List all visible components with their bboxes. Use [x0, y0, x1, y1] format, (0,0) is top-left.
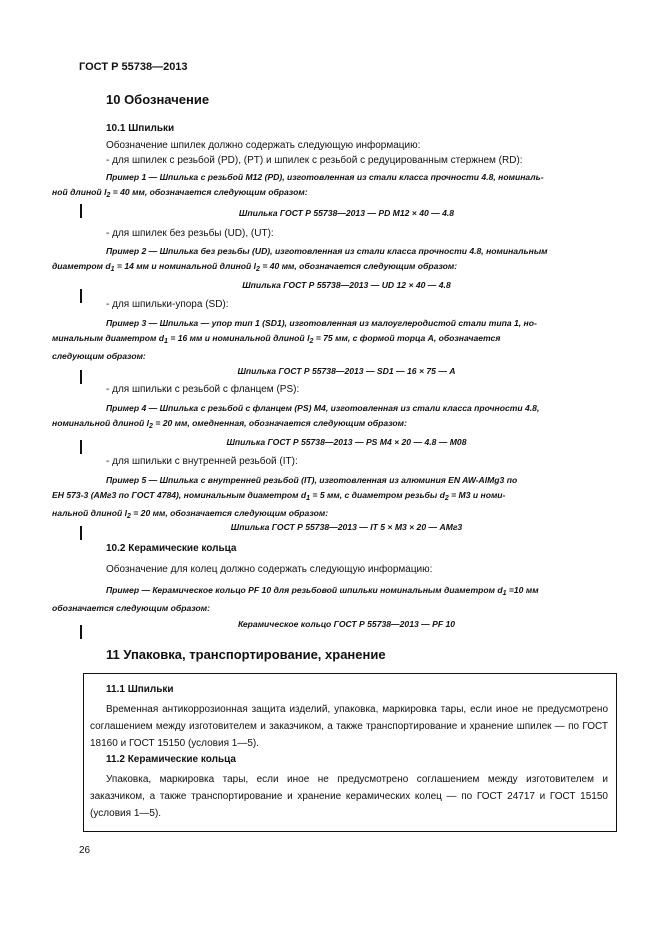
subsection-10-2-title: 10.2 Керамические кольца: [106, 543, 237, 554]
section-10-title: 10 Обозначение: [106, 92, 210, 107]
list-item-ud: - для шпилек без резьбы (UD), (UT):: [106, 228, 274, 239]
designation-ring: Керамическое кольцо ГОСТ Р 55738—2013 — PF 10: [237, 619, 456, 629]
list-item-ps: - для шпильки с резьбой с фланцем (PS):: [106, 384, 300, 395]
designation-4: Шпилька ГОСТ Р 55738—2013 — PS M4 × 20 — 4.8 — M08: [226, 437, 467, 447]
example-5: Пример 5 — Шпилька с внутренней резьбой (IT), изготовленная из алюминия EN AW-AlMg3 по ЕН 573-3 (АМг3 по ГОСТ 4784), номинальным диаметром $d_1 = 5$ мм, с диаметром резьбы $d_2 = М3$ и номи- нальной длиной $l_2 = 20$ мм, обозначается следующим образом:: [52, 475, 518, 520]
example-ring: Пример — Керамическое кольцо PF 10 для резьбовой шпильки номинальным диаметром $d_1 =10$ мм обозначается следующим образом:: [52, 585, 539, 613]
section-11-title: 11 Упаковка, транспортирование, хранение: [106, 647, 386, 662]
paragraph-11-1: Временная антикоррозионная защита изделий, упаковка, маркировка тары, если иное не предусмотрено соглашением между изготовителем и заказчиком, а также транспортирование и хранение шпилек — по ГОСТ 18160 и ГОСТ 15150 (условия 1—5).: [90, 704, 608, 749]
example-4: Пример 4 — Шпилька с резьбой с фланцем (PS) М4, изготовленная из стали класса прочности 4.8, номинальной длиной $l_2 = 20$ мм, омедненная, обозначается следующим образом:: [52, 403, 540, 430]
designation-5: Шпилька ГОСТ Р 55738—2013 — IT 5 × M3 × 20 — АМг3: [230, 522, 463, 532]
paragraph-intro: Обозначение шпилек должно содержать следующую информацию:: [106, 140, 421, 151]
designation-1: Шпилька ГОСТ Р 55738—2013 — PD M12 × 40 — 4.8: [238, 208, 455, 218]
subsection-11-2-title: 11.2 Керамические кольца: [106, 754, 236, 765]
example-2: Пример 2 — Шпилька без резьбы (UD), изготовленная из стали класса прочности 4.8, номинальным диаметром $d_1 = 14$ мм и номинальной длиной $l_2 = 40$ мм, обозначается следующим образом:: [52, 246, 548, 273]
paragraph-rings-intro: Обозначение для колец должно содержать следующую информацию:: [106, 564, 433, 575]
section-11-frame: [83, 673, 617, 832]
paragraph-11-2: Упаковка, маркировка тары, если иное не предусмотрено соглашением между изготовителем и заказчиком, а также транспортирование и хранение керамических колец — по ГОСТ 24717 и ГОСТ 15150 (условия 1—5).: [90, 774, 608, 819]
subsection-11-1-title: 11.1 Шпильки: [106, 684, 174, 695]
designation-2: Шпилька ГОСТ Р 55738—2013 — UD 12 × 40 — 4.8: [242, 280, 451, 290]
example-3: Пример 3 — Шпилька — упор тип 1 (SD1), изготовленная из малоуглеродистой стали типа 1, но- минальным диаметром $d_1 = 16$ мм и номинальной длиной $l_2 = 75$ мм, с формой торца А, обозначается следующим образом:: [52, 318, 537, 361]
designation-3: Шпилька ГОСТ Р 55738—2013 — SD1 — 16 × 75 — А: [237, 366, 456, 376]
list-item-sd: - для шпильки-упора (SD):: [106, 299, 229, 310]
list-item-it: - для шпильки с внутренней резьбой (IT):: [106, 456, 298, 467]
page-number: 26: [79, 845, 91, 856]
subsection-10-1-title: 10.1 Шпильки: [106, 123, 175, 134]
document-header: ГОСТ Р 55738—2013: [79, 61, 188, 73]
example-1: Пример 1 — Шпилька с резьбой М12 (PD), изготовленная из стали класса прочности 4.8, номиналь- ной длиной $l_2 = 40$ мм, обозначается следующим образом:: [52, 172, 544, 199]
list-item-pd: - для шпилек с резьбой (PD), (PT) и шпилек с резьбой с редуцированным стержнем (RD):: [106, 155, 523, 166]
